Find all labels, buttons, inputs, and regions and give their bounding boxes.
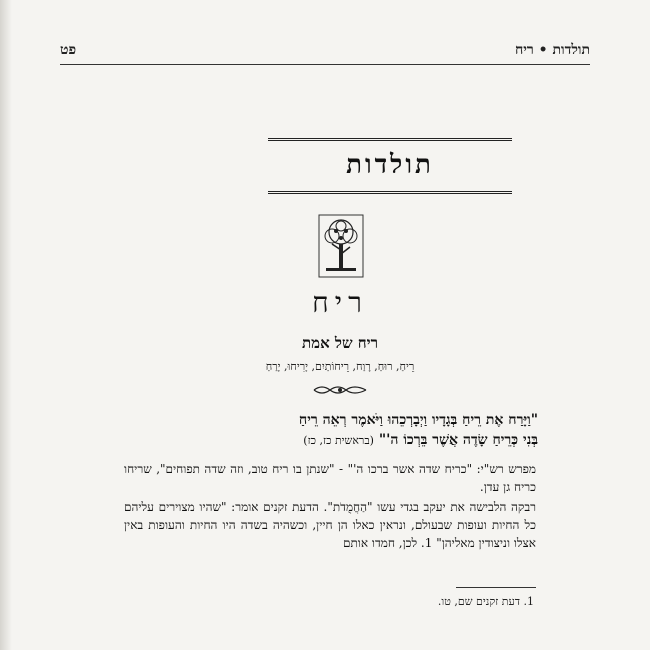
body-text	[124, 460, 536, 554]
chapter-title: תולדות	[346, 150, 434, 180]
quote-line-2-wrapper	[190, 430, 538, 451]
page-number: פט	[60, 42, 77, 58]
quote-reference: (בראשית כז, כז)	[303, 434, 374, 447]
section-word: ריח	[312, 286, 368, 319]
running-title: תולדות • ריח	[514, 42, 590, 58]
running-head	[60, 40, 590, 62]
chapter-subtitle: ריח של אמת	[302, 334, 378, 352]
footnote-rule	[456, 587, 536, 588]
ornament-divider	[312, 384, 368, 396]
body-paragraph-2: רבקה הלבישה את יעקב בגדי עשו "הַחֲמֻדֹת". הדעת זקנים אומר: "שהיו מצוירים עליהם כל החיות ועופות שבעולם, ונראין כאלו הן חיין, וכשהיה בשדה היו החיות והעופות באין אצלו וניצודין מאליהן" 1. לכן, חמדו אותם	[124, 500, 536, 550]
scripture-quote	[190, 410, 538, 451]
footnote: 1. דעת זקנים שם, טו.	[437, 595, 534, 608]
quote-line-1: "וַיָּרַח אֶת רֵיחַ בְּגָדָיו וַיְבָרְכֵהוּ וַיֹּאמֶר רְאֵה רֵיחַ	[298, 412, 538, 428]
word-variants: רֵיחַ, רוּחַ, רָוַח, רֵיחוֹתַיִם, יָרִיחוּ, יָרַחַ	[265, 360, 415, 373]
page-gutter-shadow	[0, 0, 12, 650]
body-paragraph-1: מפרש רש"י: "כריח שדה אשר ברכו ה'" - "שנתן בו ריח טוב, וזה שדה תפוחים", שריחו כריח גן עדן.	[124, 462, 536, 494]
chapter-title-box	[268, 138, 512, 194]
quote-line-2: בְּנִי כְּרֵיחַ שָׂדֶה אֲשֶׁר בֵּרְכוֹ ה'"	[378, 432, 538, 448]
title-bottom-rule	[268, 191, 512, 194]
tree-icon	[318, 214, 364, 278]
header-rule	[60, 64, 590, 65]
title-top-rule	[268, 138, 512, 141]
